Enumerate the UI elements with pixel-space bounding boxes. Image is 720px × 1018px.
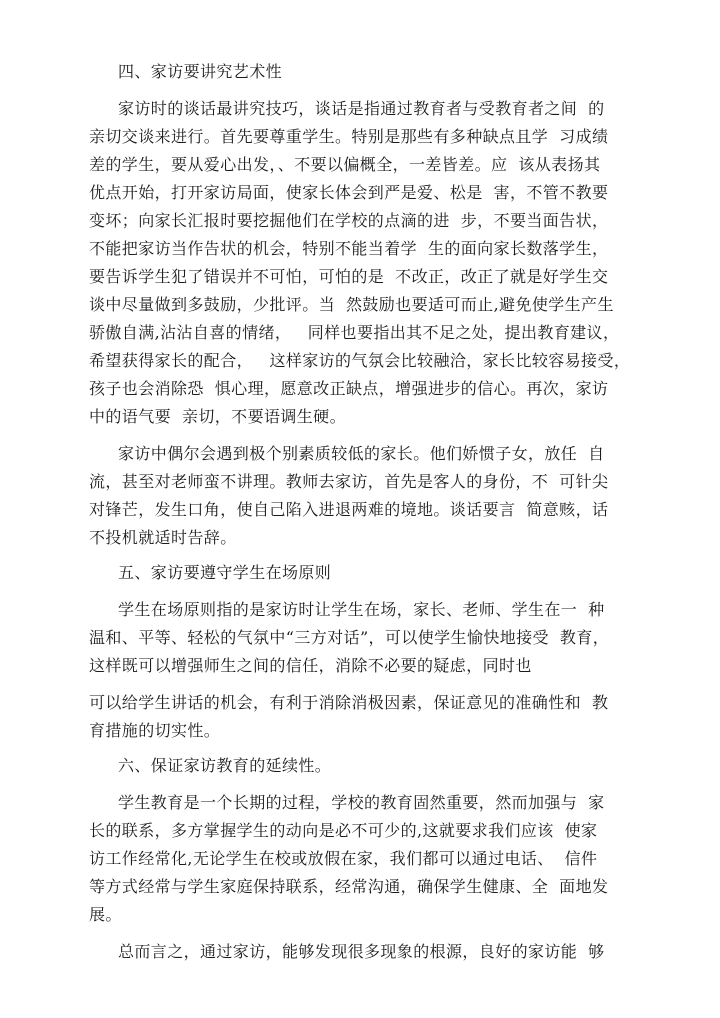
paragraph-line: 展。 [89,905,122,924]
paragraph-line: 总而言之，通过家访，能够发现很多现象的根源，良好的家访能 够 [118,942,605,961]
paragraph-line: 可以给学生讲话的机会，有利于消除消极因素，保证意见的准确性和 教 [89,693,609,712]
paragraph-line: 家访时的谈话最讲究技巧，谈话是指通过教育者与受教育者之间 的 [118,99,605,118]
paragraph-line: 变坏；向家长汇报时要挖掘他们在学校的点滴的进 步，不要当面告状， [89,211,609,230]
paragraph-line: 这样既可以增强师生之间的信任，消除不必要的疑虑，同时也 [89,656,532,675]
paragraph-line: 育措施的切实性。 [89,721,221,740]
paragraph-line: 学生在场原则指的是家访时让学生在场，家长、老师、学生在一 种 [118,600,605,619]
paragraph-line: 访工作经常化,无论学生在校或放假在家，我们都可以通过电话、 信件 [89,849,598,868]
paragraph-line: 差的学生，要从爱心出发，、不要以偏概全，一差皆差。应 该从表扬其 [89,155,601,174]
paragraph-line: 流，甚至对老师蛮不讲理。教师去家访，首先是客人的身份，不 可针尖 [89,472,609,491]
section-heading-4: 四、家访要讲究艺术性 [118,62,283,81]
paragraph-line: 要告诉学生犯了错误并不可怕，可怕的是 不改正，改正了就是好学生交 [89,267,609,286]
paragraph-line: 学生教育是一个长期的过程，学校的教育固然重要，然而加强与 家 [118,793,605,812]
paragraph-line: 希望获得家长的配合， 这样家访的气氛会比较融洽，家长比较容易接受， [89,351,631,370]
paragraph-line: 孩子也会消除恐 惧心理，愿意改正缺点，增强进步的信心。再次，家访 [89,379,609,398]
paragraph-line: 家访中偶尔会遇到极个别素质较低的家长。他们娇惯子女，放任 自 [118,444,605,463]
paragraph-line: 温和、平等、轻松的气氛中“三方对话”，可以使学生愉快地接受 教育， [89,628,610,647]
paragraph-line: 优点开始，打开家访局面，使家长体会到严是爱、松是 害，不管不教要 [89,183,609,202]
section-heading-6: 六、保证家访教育的延续性。 [118,756,332,775]
paragraph-line: 不能把家访当作告状的机会，特别不能当着学 生的面向家长数落学生， [89,239,609,258]
section-heading-5: 五、家访要遵守学生在场原则 [118,563,332,582]
paragraph-line: 等方式经常与学生家庭保持联系，经常沟通，确保学生健康、全 面地发 [89,877,609,896]
paragraph-line: 亲切交谈来进行。首先要尊重学生。特别是那些有多种缺点且学 习成绩 [89,127,609,146]
paragraph-line: 骄傲自满,沾沾自喜的情绪， 同样也要指出其不足之处，提出教育建议， [89,323,620,342]
paragraph-line: 长的联系，多方掌握学生的动向是必不可少的,这就要求我们应该 使家 [89,821,598,840]
paragraph-line: 不投机就适时告辞。 [89,528,237,547]
paragraph-line: 谈中尽量做到多鼓励，少批评。当 然鼓励也要适可而止,避免使学生产生 [89,295,614,314]
paragraph-line: 对锋芒，发生口角，使自己陷入进退两难的境地。谈话要言 简意赅，话 [89,500,609,519]
paragraph-line: 中的语气要 亲切，不要语调生硬。 [89,407,346,426]
